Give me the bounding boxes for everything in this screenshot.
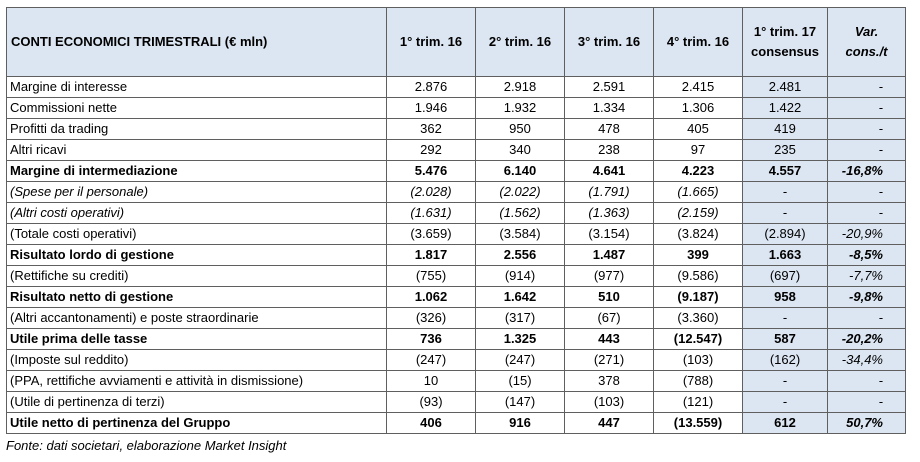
- table-row: [7, 350, 906, 371]
- variation-value-cell: -: [828, 140, 906, 161]
- table-body: [7, 77, 906, 434]
- consensus-value-cell: -: [743, 392, 828, 413]
- quarter-value-cell: (3.584): [476, 224, 565, 245]
- quarter-value-cell: (1.363): [565, 203, 654, 224]
- quarter-value-cell: 1.325: [476, 329, 565, 350]
- quarter-value-cell: (12.547): [654, 329, 743, 350]
- quarter-value-cell: 950: [476, 119, 565, 140]
- quarter-value-cell: 1.932: [476, 98, 565, 119]
- row-label: Margine di interesse: [7, 77, 387, 98]
- table-row: [7, 161, 906, 182]
- quarter-value-cell: (788): [654, 371, 743, 392]
- quarter-value-cell: 292: [387, 140, 476, 161]
- quarter-value-cell: 97: [654, 140, 743, 161]
- quarter-value-cell: (247): [476, 350, 565, 371]
- consensus-value-cell: 958: [743, 287, 828, 308]
- consensus-value-cell: -: [743, 308, 828, 329]
- quarter-value-cell: (271): [565, 350, 654, 371]
- quarter-value-cell: 10: [387, 371, 476, 392]
- quarter-value-cell: 2.876: [387, 77, 476, 98]
- quarter-value-cell: (103): [565, 392, 654, 413]
- quarter-value-cell: 2.556: [476, 245, 565, 266]
- quarter-value-cell: (3.360): [654, 308, 743, 329]
- quarter-value-cell: (3.824): [654, 224, 743, 245]
- quarter-value-cell: 4.641: [565, 161, 654, 182]
- income-statement-table: [6, 7, 906, 434]
- table-row: [7, 392, 906, 413]
- quarter-value-cell: 405: [654, 119, 743, 140]
- consensus-value-cell: 419: [743, 119, 828, 140]
- row-label: Margine di intermediazione: [7, 161, 387, 182]
- quarter-value-cell: 340: [476, 140, 565, 161]
- variation-value-cell: -: [828, 371, 906, 392]
- quarter-value-cell: 5.476: [387, 161, 476, 182]
- quarter-value-cell: (1.665): [654, 182, 743, 203]
- quarter-value-cell: (977): [565, 266, 654, 287]
- table-row: [7, 308, 906, 329]
- quarter-value-cell: (9.586): [654, 266, 743, 287]
- quarter-value-cell: (2.028): [387, 182, 476, 203]
- consensus-value-cell: 587: [743, 329, 828, 350]
- quarter-value-cell: 443: [565, 329, 654, 350]
- row-label: Risultato netto di gestione: [7, 287, 387, 308]
- quarter-value-cell: 736: [387, 329, 476, 350]
- quarter-value-cell: (2.159): [654, 203, 743, 224]
- variation-value-cell: -: [828, 392, 906, 413]
- quarter-value-cell: 916: [476, 413, 565, 434]
- table-row: [7, 224, 906, 245]
- quarter-value-cell: (2.022): [476, 182, 565, 203]
- table-row: [7, 266, 906, 287]
- consensus-value-cell: -: [743, 203, 828, 224]
- table-row: [7, 287, 906, 308]
- row-label: (Rettifiche su crediti): [7, 266, 387, 287]
- consensus-value-cell: 2.481: [743, 77, 828, 98]
- consensus-value-cell: 1.663: [743, 245, 828, 266]
- row-label: (Altri costi operativi): [7, 203, 387, 224]
- table-row: [7, 329, 906, 350]
- quarter-value-cell: (93): [387, 392, 476, 413]
- quarter-value-cell: 399: [654, 245, 743, 266]
- income-statement-table-wrapper: [6, 7, 906, 434]
- consensus-value-cell: -: [743, 182, 828, 203]
- row-label: (PPA, rettifiche avviamenti e attività in dismissione): [7, 371, 387, 392]
- variation-value-cell: -16,8%: [828, 161, 906, 182]
- variation-value-cell: -: [828, 182, 906, 203]
- quarter-value-cell: 1.642: [476, 287, 565, 308]
- quarter-value-cell: (121): [654, 392, 743, 413]
- quarter-value-cell: 478: [565, 119, 654, 140]
- row-label: (Utile di pertinenza di terzi): [7, 392, 387, 413]
- variation-value-cell: -: [828, 203, 906, 224]
- quarter-value-cell: (9.187): [654, 287, 743, 308]
- variation-value-cell: -7,7%: [828, 266, 906, 287]
- consensus-value-cell: (162): [743, 350, 828, 371]
- column-header-q2-16: 2° trim. 16: [476, 8, 565, 77]
- quarter-value-cell: 6.140: [476, 161, 565, 182]
- column-header-variation: Var. cons./t: [828, 8, 906, 77]
- quarter-value-cell: (3.154): [565, 224, 654, 245]
- quarter-value-cell: (1.631): [387, 203, 476, 224]
- row-label: Utile prima delle tasse: [7, 329, 387, 350]
- quarter-value-cell: (317): [476, 308, 565, 329]
- row-label: Risultato lordo di gestione: [7, 245, 387, 266]
- quarter-value-cell: 1.062: [387, 287, 476, 308]
- quarter-value-cell: (755): [387, 266, 476, 287]
- column-header-q1-16: 1° trim. 16: [387, 8, 476, 77]
- table-row: [7, 371, 906, 392]
- quarter-value-cell: 406: [387, 413, 476, 434]
- quarter-value-cell: 447: [565, 413, 654, 434]
- variation-value-cell: -: [828, 308, 906, 329]
- variation-value-cell: -20,9%: [828, 224, 906, 245]
- quarter-value-cell: 1.306: [654, 98, 743, 119]
- variation-value-cell: -9,8%: [828, 287, 906, 308]
- consensus-value-cell: (697): [743, 266, 828, 287]
- table-row: [7, 182, 906, 203]
- table-row: [7, 245, 906, 266]
- variation-value-cell: -8,5%: [828, 245, 906, 266]
- quarter-value-cell: (15): [476, 371, 565, 392]
- quarter-value-cell: (247): [387, 350, 476, 371]
- row-label: Profitti da trading: [7, 119, 387, 140]
- quarter-value-cell: 1.946: [387, 98, 476, 119]
- quarter-value-cell: 2.415: [654, 77, 743, 98]
- quarter-value-cell: (914): [476, 266, 565, 287]
- quarter-value-cell: 510: [565, 287, 654, 308]
- variation-value-cell: 50,7%: [828, 413, 906, 434]
- quarter-value-cell: 238: [565, 140, 654, 161]
- column-header-q4-16: 4° trim. 16: [654, 8, 743, 77]
- table-row: [7, 140, 906, 161]
- quarter-value-cell: 1.817: [387, 245, 476, 266]
- row-label: (Altri accantonamenti) e poste straordinarie: [7, 308, 387, 329]
- variation-value-cell: -20,2%: [828, 329, 906, 350]
- table-row: [7, 119, 906, 140]
- row-label: (Imposte sul reddito): [7, 350, 387, 371]
- quarter-value-cell: (3.659): [387, 224, 476, 245]
- variation-value-cell: -: [828, 77, 906, 98]
- quarter-value-cell: 1.334: [565, 98, 654, 119]
- variation-value-cell: -34,4%: [828, 350, 906, 371]
- header-row: [7, 8, 906, 77]
- table-row: [7, 77, 906, 98]
- table-row: [7, 98, 906, 119]
- table-row: [7, 413, 906, 434]
- quarter-value-cell: (1.791): [565, 182, 654, 203]
- row-label: (Spese per il personale): [7, 182, 387, 203]
- variation-value-cell: -: [828, 98, 906, 119]
- quarter-value-cell: 378: [565, 371, 654, 392]
- table-row: [7, 203, 906, 224]
- row-label: Utile netto di pertinenza del Gruppo: [7, 413, 387, 434]
- quarter-value-cell: 2.591: [565, 77, 654, 98]
- consensus-value-cell: 235: [743, 140, 828, 161]
- row-label: Altri ricavi: [7, 140, 387, 161]
- table-title: CONTI ECONOMICI TRIMESTRALI (€ mln): [7, 8, 387, 77]
- row-label: (Totale costi operativi): [7, 224, 387, 245]
- column-header-q3-16: 3° trim. 16: [565, 8, 654, 77]
- quarter-value-cell: (13.559): [654, 413, 743, 434]
- consensus-value-cell: -: [743, 371, 828, 392]
- variation-value-cell: -: [828, 119, 906, 140]
- consensus-value-cell: 1.422: [743, 98, 828, 119]
- quarter-value-cell: 2.918: [476, 77, 565, 98]
- consensus-value-cell: 612: [743, 413, 828, 434]
- quarter-value-cell: 1.487: [565, 245, 654, 266]
- consensus-value-cell: (2.894): [743, 224, 828, 245]
- quarter-value-cell: (147): [476, 392, 565, 413]
- column-header-q1-17-consensus: 1° trim. 17 consensus: [743, 8, 828, 77]
- row-label: Commissioni nette: [7, 98, 387, 119]
- source-note: Fonte: dati societari, elaborazione Market Insight: [6, 438, 287, 453]
- quarter-value-cell: 362: [387, 119, 476, 140]
- consensus-value-cell: 4.557: [743, 161, 828, 182]
- quarter-value-cell: (1.562): [476, 203, 565, 224]
- quarter-value-cell: (103): [654, 350, 743, 371]
- quarter-value-cell: (67): [565, 308, 654, 329]
- quarter-value-cell: (326): [387, 308, 476, 329]
- quarter-value-cell: 4.223: [654, 161, 743, 182]
